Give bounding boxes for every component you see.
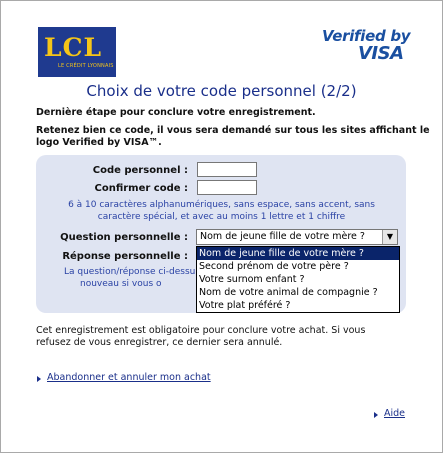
confirm-input[interactable]: [197, 180, 257, 195]
footer-text-line1: Cet enregistrement est obligatoire pour conclure votre achat. Si vous: [36, 325, 366, 336]
vbv-logo-top: Verified by: [322, 27, 411, 45]
question-selected-value: Nom de jeune fille de votre mère ?: [200, 231, 365, 242]
arrow-right-icon: [37, 376, 41, 382]
chevron-down-icon[interactable]: ▼: [382, 230, 397, 244]
question-option[interactable]: Votre plat préféré ?: [199, 300, 291, 311]
lcl-logo-letters: LCL: [44, 33, 103, 62]
code-hint-line1: 6 à 10 caractères alphanumériques, sans espace, sans accent, sans: [68, 200, 375, 210]
vbv-logo-brand: VISA: [358, 43, 404, 64]
question-option[interactable]: Nom de votre animal de compagnie ?: [199, 287, 378, 298]
footer-text-line2: refusez de vous enregistrer, ce dernier sera annulé.: [36, 337, 283, 348]
question-dropdown-list: [196, 246, 400, 313]
question-label: Question personnelle :: [60, 232, 188, 243]
intro-text-2-line1: Retenez bien ce code, il vous sera demandé sur tous les sites affichant le: [36, 125, 430, 136]
question-option[interactable]: Nom de jeune fille de votre mère ?: [197, 247, 399, 260]
footer-text: [36, 325, 408, 349]
confirm-label: Confirmer code :: [94, 183, 188, 194]
info-text-line1: La question/réponse ci-dessu: [64, 267, 196, 277]
page-title: Choix de votre code personnel (2/2): [86, 82, 357, 100]
intro-text-1: Dernière étape pour conclure votre enregistrement.: [36, 107, 316, 118]
arrow-right-icon: [374, 412, 378, 418]
answer-label: Réponse personnelle :: [62, 251, 188, 262]
intro-text-2-line2: logo Verified by VISA™.: [36, 137, 162, 148]
code-hint-line2: caractère spécial, et avec au moins 1 lettre et 1 chiffre: [97, 212, 346, 222]
abandon-link[interactable]: Abandonner et annuler mon achat: [47, 372, 211, 383]
question-option[interactable]: Votre surnom enfant ?: [199, 274, 305, 285]
code-input[interactable]: [197, 162, 257, 177]
code-label: Code personnel :: [92, 165, 188, 176]
question-option[interactable]: Second prénom de votre père ?: [199, 261, 349, 272]
help-link[interactable]: Aide: [384, 408, 406, 419]
question-select[interactable]: [196, 229, 398, 245]
lcl-logo-subtitle: LE CRÉDIT LYONNAIS: [58, 63, 114, 69]
verified-by-visa-logo: [322, 27, 414, 65]
lcl-logo: [38, 27, 116, 77]
info-text-line2: nouveau si vous o: [80, 279, 162, 289]
